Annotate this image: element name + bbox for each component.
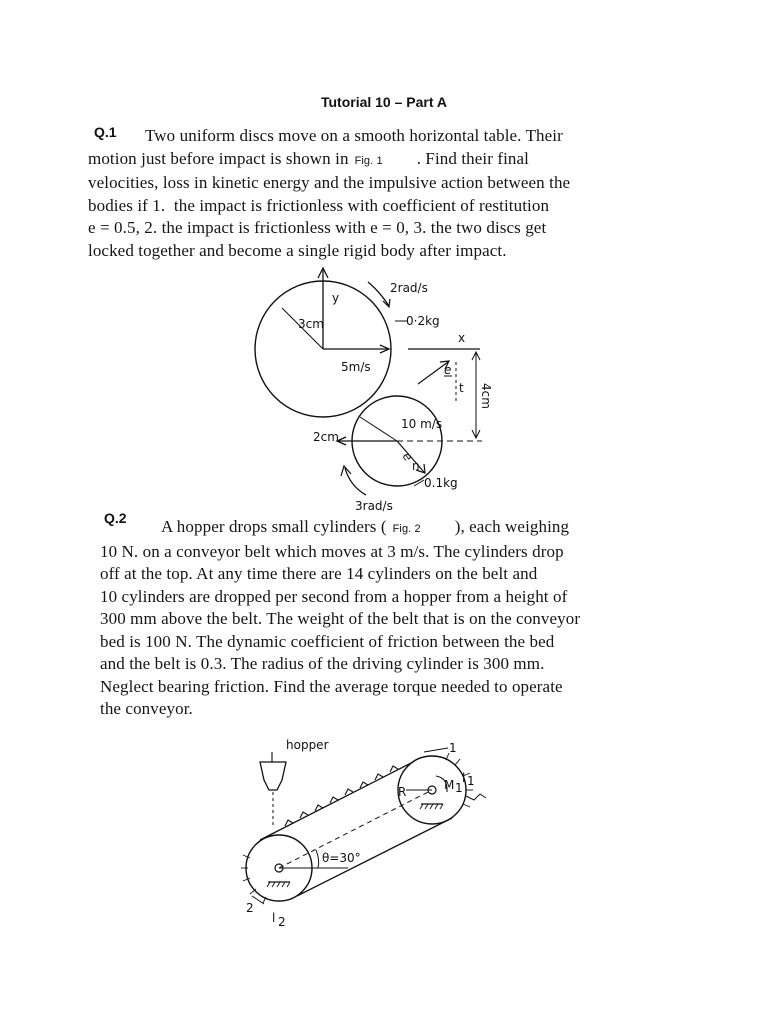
fig-1-reference: Fig. 1 — [354, 154, 383, 167]
question-2-label: Q.2 — [104, 510, 127, 526]
q2-line-1-start: A hopper drops small cylinders ( — [161, 517, 387, 536]
fig1-label-3rads: 3rad/s — [355, 499, 393, 513]
cylinders-on-belt — [285, 766, 398, 826]
fig2-label-l1-sub: 1 — [467, 774, 475, 788]
fig1-label-n: n — [412, 459, 420, 473]
q2-line-2: 10 N. on a conveyor belt which moves at 3 m/s. The cylinders drop — [100, 541, 564, 561]
fig2-label-l2-sub: 2 — [278, 915, 286, 929]
q1-line-3: velocities, loss in kinetic energy and the impulsive action between the — [88, 173, 571, 192]
fig2-label-l1: l — [462, 771, 466, 785]
angle-arc — [316, 850, 319, 868]
q1-line-5: e = 0.5, 2. the impact is frictionless with e = 0, 3. the two discs get — [88, 218, 547, 237]
fig1-label-10ms: 10 m/s — [401, 417, 443, 431]
fig1-label-2rads: 2rad/s — [390, 281, 428, 295]
page-title: Tutorial 10 – Part A — [320, 94, 448, 110]
q2-line-7: and the belt is 0.3. The radius of the driving cylinder is 300 mm. — [100, 654, 545, 673]
q1-line-2-end: . Find their final — [416, 148, 529, 168]
section-cut-mark — [466, 794, 486, 800]
q2-line-4: 10 cylinders are dropped per second from a hopper from a height of — [100, 586, 568, 606]
q1-line-6: locked together and become a single rigid body after impact. — [88, 240, 507, 260]
fig2-label-section-1: 1 — [449, 741, 457, 755]
fig1-label-t: t — [459, 381, 464, 395]
q2-line-5: 300 mm above the belt. The weight of the belt that is on the conveyor — [100, 609, 581, 628]
fig1-label-en: e — [399, 449, 416, 464]
hopper-shape — [260, 762, 286, 790]
q1-line-2-start: motion just before impact is shown in — [88, 148, 349, 168]
question-1-label: Q.1 — [94, 124, 117, 140]
q2-line-1-end: ), each weighing — [454, 517, 570, 536]
fig1-label-4cm: 4cm — [479, 383, 493, 409]
fig1-label-01kg: 0.1kg — [424, 476, 458, 490]
upper-support-hatch — [420, 804, 443, 809]
fig1-label-2cm: 2cm — [313, 430, 339, 444]
lower-support-hatch — [267, 882, 290, 887]
fig1-label-3cm: 3cm — [298, 317, 324, 331]
q2-line-3: off at the top. At any time there are 14 cylinders on the belt and — [100, 564, 538, 583]
belt-bottom — [297, 818, 452, 896]
q2-line-6: bed is 100 N. The dynamic coefficient of friction between the bed — [100, 631, 555, 651]
fig1-label-y: y — [332, 291, 340, 305]
fig1-label-x: x — [458, 331, 466, 345]
fig2-label-M1: M — [444, 778, 455, 792]
fig1-label-et: e — [444, 363, 452, 377]
fig1-label-5ms: 5m/s — [341, 360, 371, 374]
fig2-label-section-2: 2 — [246, 901, 254, 915]
fig2-label-l2: l — [272, 911, 276, 925]
section-mark-1 — [424, 748, 448, 752]
fig2-label-R: R — [398, 785, 407, 799]
q2-line-8: Neglect bearing friction. Find the average torque needed to operate — [100, 676, 563, 696]
fig2-label-theta: θ=30° — [322, 851, 361, 865]
fig2-label-hopper: hopper — [286, 738, 329, 752]
q1-line-1: Two uniform discs move on a smooth horizontal table. Their — [145, 126, 563, 145]
q1-line-4: bodies if 1. the impact is frictionless with coefficient of restitution — [88, 195, 550, 215]
fig2-label-M1-sub: 1 — [455, 781, 463, 795]
fig1-label-02kg: 0·2kg — [406, 314, 440, 328]
fig-2-reference: Fig. 2 — [392, 523, 421, 535]
q2-line-9: the conveyor. — [100, 699, 193, 718]
